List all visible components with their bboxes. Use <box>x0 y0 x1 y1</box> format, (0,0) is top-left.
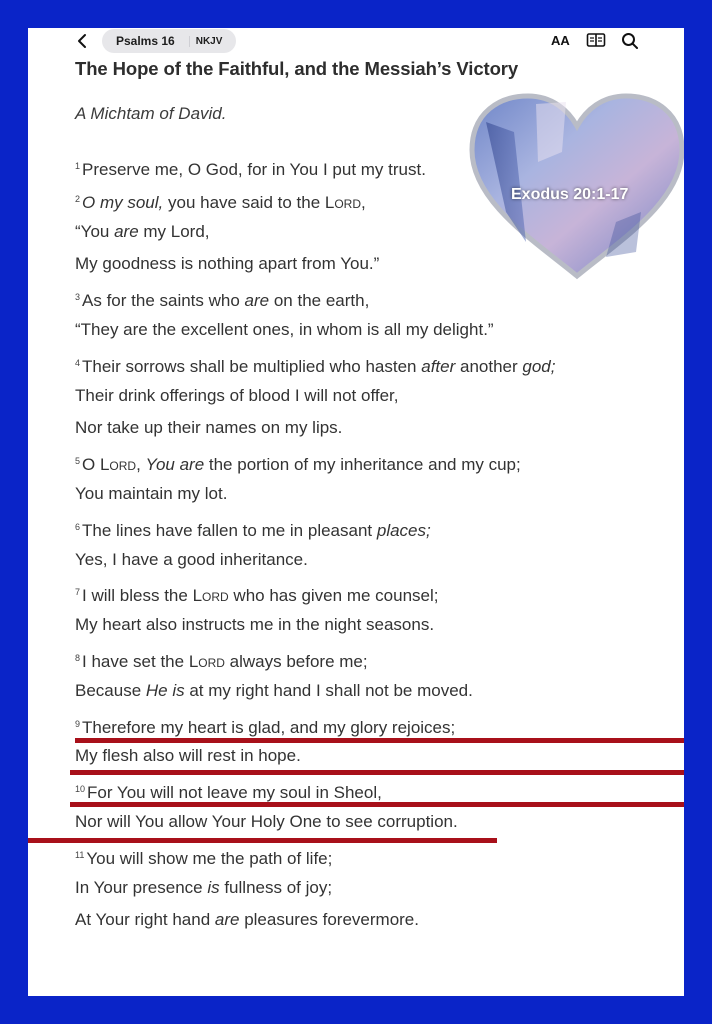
verse-text: At Your right hand are pleasures forevermore. <box>75 910 419 930</box>
verse-number: 7 <box>75 587 81 598</box>
chevron-left-icon <box>76 33 88 49</box>
verse-number: 2 <box>75 193 81 204</box>
reading-mode-button[interactable] <box>586 32 606 53</box>
verse-line[interactable] <box>75 909 419 931</box>
verse-number: 6 <box>75 521 81 532</box>
verse-number: 8 <box>75 653 81 663</box>
verse-number: 10 <box>75 784 86 795</box>
verse-number: 5 <box>75 456 81 467</box>
verse-line-start[interactable] <box>75 778 382 804</box>
verse-line[interactable] <box>75 877 332 899</box>
verse-text: Nor take up their names on my lips. <box>75 418 343 438</box>
verse-text: My flesh also will rest in hope. <box>75 746 301 766</box>
verse-text: The lines have fallen to me in pleasant places; <box>82 520 431 540</box>
text-size-button[interactable]: AA <box>551 33 570 48</box>
section-heading: The Hope of the Faithful, and the Messiah’s Victory <box>75 58 519 79</box>
verse-line[interactable] <box>75 221 210 243</box>
verse-number: 1 <box>75 161 81 171</box>
verse-number: 9 <box>75 718 81 729</box>
verse-text: I have set the Lord always before me; <box>82 652 368 671</box>
verse-line[interactable] <box>75 385 399 407</box>
verse-line[interactable] <box>75 417 342 439</box>
verse-text: For You will not leave my soul in Sheol, <box>87 783 382 803</box>
verse-text: Therefore my heart is glad, and my glory rejoices; <box>82 717 456 737</box>
verse-number: 4 <box>75 357 81 368</box>
passage-selector <box>102 29 236 53</box>
verse-line[interactable] <box>75 549 308 571</box>
underline-mark <box>70 802 684 807</box>
verse-text: My goodness is nothing apart from You.” <box>75 254 380 274</box>
verse-line-start[interactable] <box>75 352 555 378</box>
verse-line[interactable] <box>75 614 434 636</box>
verse-text: O my soul, you have said to the Lord, <box>82 192 366 212</box>
verse-text: You maintain my lot. <box>75 484 228 503</box>
verse-line[interactable] <box>75 253 379 275</box>
verse-text: Because He is at my right hand I shall not be moved. <box>75 680 473 700</box>
verse-line-start[interactable] <box>75 647 368 673</box>
underline-mark <box>70 770 684 775</box>
verse-text: In Your presence is fullness of joy; <box>75 877 333 897</box>
version-button[interactable]: NKJV <box>189 36 229 47</box>
underline-mark <box>75 738 684 743</box>
verse-text: O Lord, You are the portion of my inheritance and my cup; <box>82 455 521 475</box>
verse-line[interactable] <box>75 483 227 505</box>
verse-line[interactable] <box>75 680 473 702</box>
verse-line-start[interactable] <box>75 450 521 476</box>
verse-line-start[interactable] <box>75 713 455 739</box>
verse-text: Their drink offerings of blood I will not offer, <box>75 385 399 405</box>
reader-page <box>28 28 684 996</box>
verse-line[interactable] <box>75 319 494 341</box>
verse-line-start[interactable] <box>75 286 369 312</box>
psalm-superscription: A Michtam of David. <box>75 104 227 123</box>
verse-number: 3 <box>75 292 81 303</box>
book-icon <box>586 32 606 48</box>
verse-number: 11 <box>75 849 85 860</box>
verse-line-start[interactable] <box>75 155 426 181</box>
back-button[interactable] <box>72 30 92 52</box>
verse-text: As for the saints who are on the earth, <box>82 291 370 311</box>
verse-line-start[interactable] <box>75 844 332 870</box>
underline-mark <box>28 838 497 843</box>
verse-text: Their sorrows shall be multiplied who hasten after another god; <box>82 356 556 376</box>
verse-text: Preserve me, O God, for in You I put my trust. <box>82 160 426 179</box>
verse-text: My heart also instructs me in the night seasons. <box>75 615 435 635</box>
verse-text: Yes, I have a good inheritance. <box>75 549 308 569</box>
book-chapter-button[interactable]: Psalms 16 <box>116 34 175 48</box>
verse-text: “They are the excellent ones, in whom is all my delight.” <box>75 320 494 339</box>
search-icon <box>621 32 639 50</box>
verse-line[interactable] <box>75 745 301 767</box>
verse-text: I will bless the Lord who has given me counsel; <box>82 586 439 606</box>
search-button[interactable] <box>621 32 639 55</box>
verse-text: You will show me the path of life; <box>86 848 333 868</box>
top-toolbar <box>28 28 684 56</box>
verse-text: “You are my Lord, <box>75 221 210 241</box>
verse-line[interactable] <box>75 811 458 833</box>
verse-line-start[interactable] <box>75 581 438 607</box>
verse-line-start[interactable] <box>75 516 431 542</box>
verse-line-start[interactable] <box>75 188 366 214</box>
verse-text: Nor will You allow Your Holy One to see corruption. <box>75 812 458 831</box>
heart-overlay-caption: Exodus 20:1-17 <box>511 186 629 203</box>
